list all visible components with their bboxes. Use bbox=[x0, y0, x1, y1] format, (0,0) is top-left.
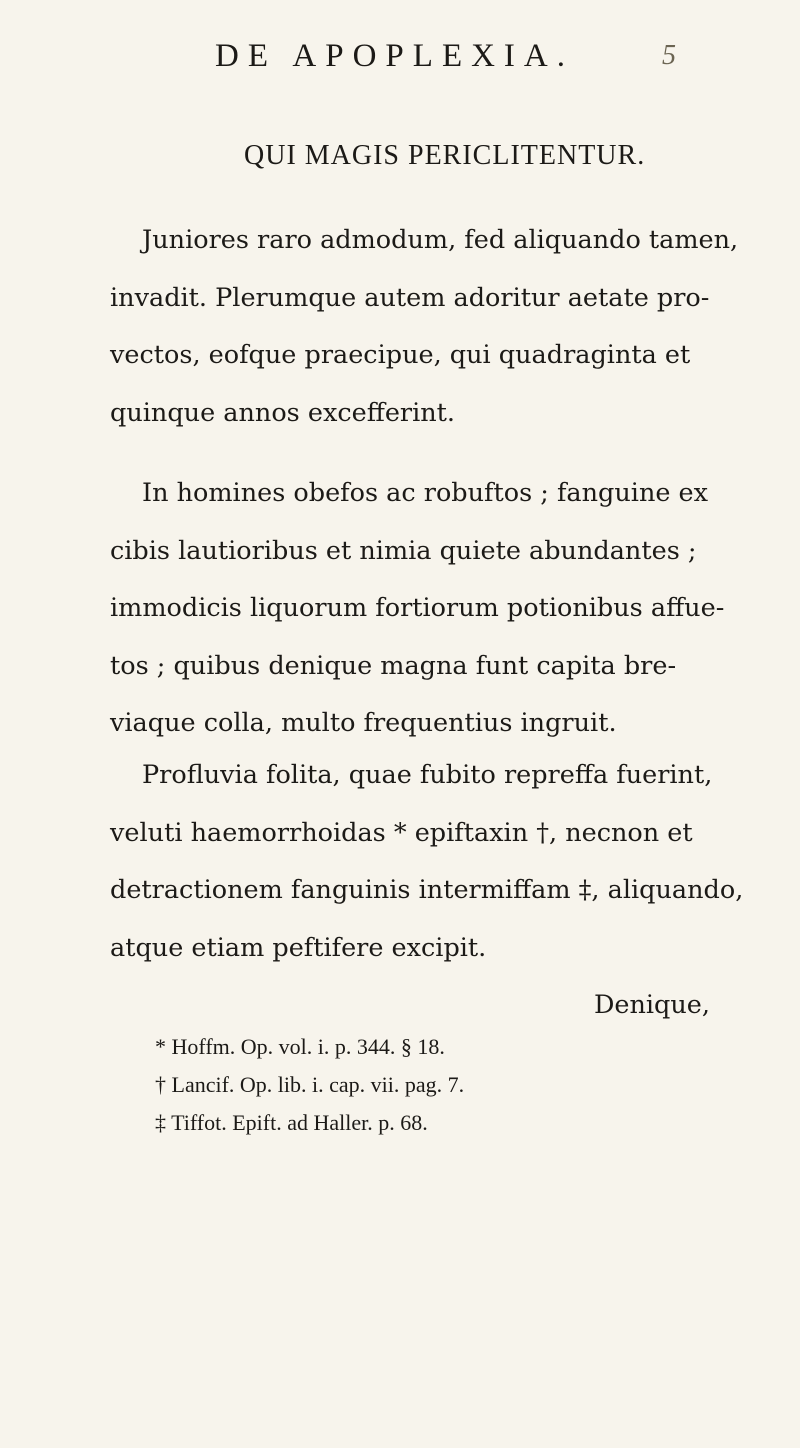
paragraph-line: cibis lautioribus et nimia quiete abundantes ; bbox=[110, 535, 697, 566]
paragraph-line: Juniores raro admodum, fed aliquando tamen, bbox=[142, 225, 739, 255]
page-number: 5 bbox=[662, 40, 676, 71]
paragraph-line: vectos, eofque praecipue, qui quadraginta et bbox=[110, 340, 691, 371]
paragraph-line: In homines obefos ac robuftos ; fanguine ex bbox=[142, 478, 709, 508]
paragraph-line: tos ; quibus denique magna funt capita bre- bbox=[110, 650, 677, 681]
section-title: QUI MAGIS PERICLITENTUR. bbox=[244, 140, 646, 171]
paragraph-line: quinque annos excefferint. bbox=[110, 397, 456, 428]
paragraph-1 bbox=[110, 212, 739, 442]
footnote: ‡ Tiffot. Epift. ad Haller. p. 68. bbox=[155, 1110, 428, 1135]
paragraph-line: invadit. Plerumque autem adoritur aetate pro- bbox=[110, 282, 710, 313]
footnote: * Hoffm. Op. vol. i. p. 344. § 18. bbox=[155, 1034, 445, 1059]
paragraph-line: immodicis liquorum fortiorum potionibus affue- bbox=[110, 593, 725, 624]
catchword: Denique, bbox=[593, 990, 710, 1021]
paragraph-line: Profluvia folita, quae fubito repreffa fuerint, bbox=[142, 760, 713, 790]
paragraph-line: viaque colla, multo frequentius ingruit. bbox=[110, 708, 617, 739]
paragraph-line: veluti haemorrhoidas * epiftaxin †, necnon et bbox=[110, 817, 693, 848]
paragraph-line: atque etiam peftifere excipit. bbox=[110, 932, 487, 963]
footnote: † Lancif. Op. lib. i. cap. vii. pag. 7. bbox=[155, 1072, 465, 1097]
paragraph-line: detractionem fanguinis intermiffam ‡, aliquando, bbox=[110, 875, 744, 906]
paragraph-3 bbox=[110, 747, 744, 1035]
paragraph-2 bbox=[110, 465, 725, 753]
footnotes bbox=[155, 1028, 464, 1142]
running-head: DE APOPLEXIA. bbox=[215, 38, 575, 74]
